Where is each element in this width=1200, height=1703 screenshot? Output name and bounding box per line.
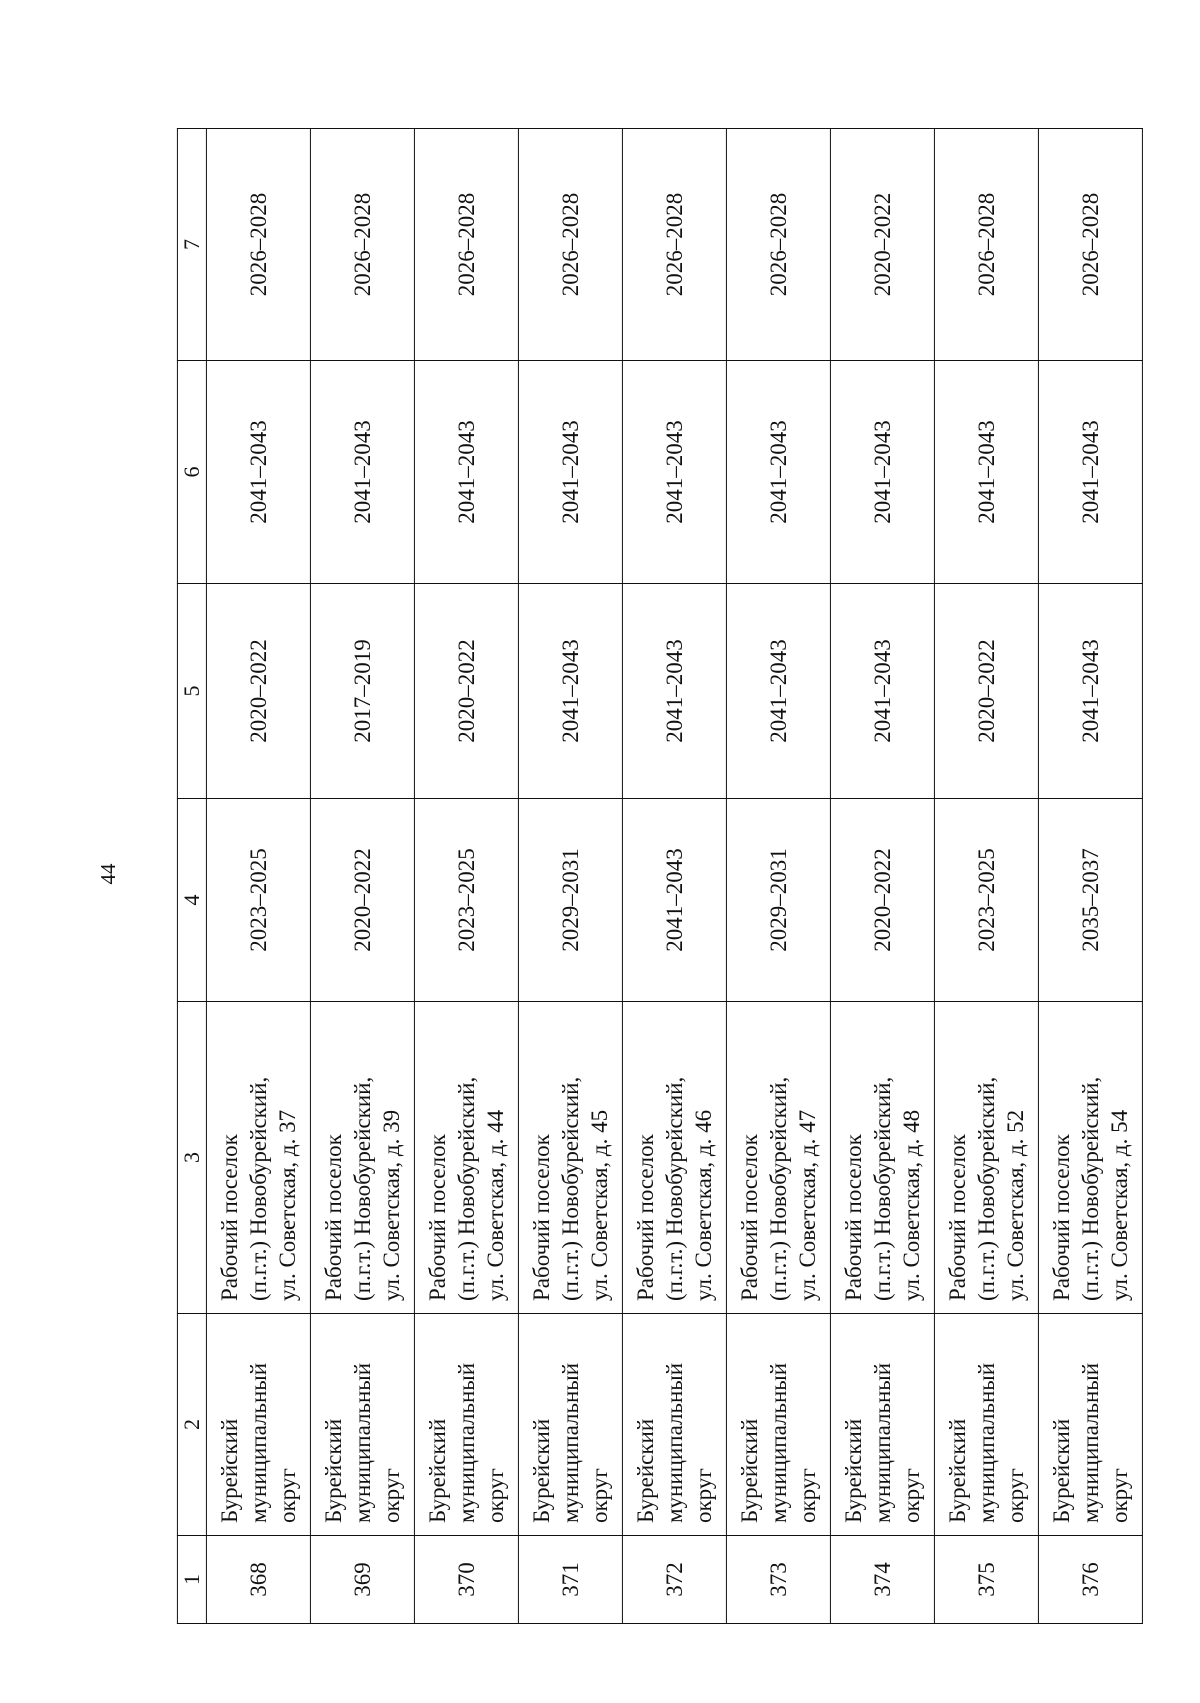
table-row: [415, 128, 519, 1623]
address-cell: [519, 1001, 623, 1313]
period-cell-col5: 2041–2043: [1039, 583, 1143, 798]
district-cell-line: Бурейский: [632, 1418, 658, 1523]
district-cell-line: муниципальный: [245, 1362, 271, 1523]
address-cell-line: (п.г.т.) Новобурейский,: [557, 1076, 583, 1301]
column-header-4: 4: [177, 798, 206, 1001]
district-cell-line: муниципальный: [349, 1362, 375, 1523]
row-number-cell: 375: [935, 1535, 1039, 1623]
page-number: 44: [96, 863, 120, 885]
period-cell-col7: 2026–2028: [727, 128, 831, 360]
column-header-7: 7: [177, 128, 206, 360]
address-cell-line: ул. Советская, д. 48: [899, 1109, 925, 1301]
district-cell-line: округ: [795, 1467, 821, 1523]
row-number-cell: 370: [415, 1535, 519, 1623]
column-header-6: 6: [177, 360, 206, 583]
address-cell-line: Рабочий поселок: [424, 1133, 450, 1301]
address-cell-line: ул. Советская, д. 39: [379, 1109, 405, 1301]
address-cell: [311, 1001, 415, 1313]
district-cell-line: муниципальный: [973, 1362, 999, 1523]
row-number-cell: 368: [207, 1535, 311, 1623]
district-cell: [935, 1313, 1039, 1535]
period-cell-col6: 2041–2043: [935, 360, 1039, 583]
district-cell-line: Бурейский: [320, 1418, 346, 1523]
district-cell-line: округ: [483, 1467, 509, 1523]
address-cell-line: ул. Советская, д. 54: [1107, 1109, 1133, 1301]
address-cell: [623, 1001, 727, 1313]
period-cell-col4: 2020–2022: [831, 798, 935, 1001]
address-cell-line: Рабочий поселок: [632, 1133, 658, 1301]
district-cell-line: Бурейский: [424, 1418, 450, 1523]
district-cell: [207, 1313, 311, 1535]
period-cell-col4: 2041–2043: [623, 798, 727, 1001]
address-cell-line: (п.г.т.) Новобурейский,: [765, 1076, 791, 1301]
address-cell-line: Рабочий поселок: [216, 1133, 242, 1301]
district-cell-line: Бурейский: [736, 1418, 762, 1523]
period-cell-col5: 2041–2043: [519, 583, 623, 798]
period-cell-col5: 2017–2019: [311, 583, 415, 798]
period-cell-col6: 2041–2043: [415, 360, 519, 583]
address-cell-line: Рабочий поселок: [944, 1133, 970, 1301]
address-cell: [207, 1001, 311, 1313]
district-cell-line: муниципальный: [661, 1362, 687, 1523]
address-cell-line: (п.г.т.) Новобурейский,: [349, 1076, 375, 1301]
column-header-2: 2: [177, 1313, 206, 1535]
period-cell-col5: 2041–2043: [623, 583, 727, 798]
district-cell-line: округ: [1107, 1467, 1133, 1523]
district-cell-line: муниципальный: [869, 1362, 895, 1523]
address-cell: [935, 1001, 1039, 1313]
address-cell: [727, 1001, 831, 1313]
data-table: [177, 128, 1143, 1624]
district-cell: [519, 1313, 623, 1535]
period-cell-col5: 2041–2043: [727, 583, 831, 798]
district-cell-line: округ: [275, 1467, 301, 1523]
address-cell-line: (п.г.т.) Новобурейский,: [869, 1076, 895, 1301]
address-cell-line: Рабочий поселок: [736, 1133, 762, 1301]
district-cell-line: Бурейский: [1048, 1418, 1074, 1523]
column-header-5: 5: [177, 583, 206, 798]
district-cell-line: округ: [899, 1467, 925, 1523]
address-cell: [415, 1001, 519, 1313]
row-number-cell: 374: [831, 1535, 935, 1623]
table-row: [519, 128, 623, 1623]
address-cell: [1039, 1001, 1143, 1313]
period-cell-col5: 2020–2022: [935, 583, 1039, 798]
address-cell-line: Рабочий поселок: [320, 1133, 346, 1301]
district-cell: [415, 1313, 519, 1535]
table-row: [935, 128, 1039, 1623]
period-cell-col7: 2026–2028: [935, 128, 1039, 360]
row-number-cell: 373: [727, 1535, 831, 1623]
period-cell-col7: 2026–2028: [415, 128, 519, 360]
table-row: [311, 128, 415, 1623]
district-cell-line: муниципальный: [453, 1362, 479, 1523]
period-cell-col4: 2023–2025: [207, 798, 311, 1001]
address-cell-line: ул. Советская, д. 52: [1003, 1109, 1029, 1301]
table-row: [207, 128, 311, 1623]
address-cell-line: (п.г.т.) Новобурейский,: [661, 1076, 687, 1301]
row-number-cell: 371: [519, 1535, 623, 1623]
period-cell-col7: 2026–2028: [519, 128, 623, 360]
column-header-1: 1: [177, 1535, 206, 1623]
period-cell-col7: 2026–2028: [1039, 128, 1143, 360]
period-cell-col6: 2041–2043: [311, 360, 415, 583]
table-row: [727, 128, 831, 1623]
district-cell-line: Бурейский: [944, 1418, 970, 1523]
district-cell: [311, 1313, 415, 1535]
period-cell-col4: 2020–2022: [311, 798, 415, 1001]
address-cell-line: Рабочий поселок: [528, 1133, 554, 1301]
period-cell-col5: 2020–2022: [207, 583, 311, 798]
district-cell: [1039, 1313, 1143, 1535]
address-cell-line: ул. Советская, д. 45: [587, 1109, 613, 1301]
address-cell-line: Рабочий поселок: [1048, 1133, 1074, 1301]
period-cell-col6: 2041–2043: [1039, 360, 1143, 583]
row-number-cell: 372: [623, 1535, 727, 1623]
district-cell-line: округ: [1003, 1467, 1029, 1523]
district-cell: [727, 1313, 831, 1535]
district-cell-line: округ: [587, 1467, 613, 1523]
period-cell-col5: 2041–2043: [831, 583, 935, 798]
table-container: [180, 128, 1140, 1623]
district-cell-line: Бурейский: [216, 1418, 242, 1523]
address-cell-line: ул. Советская, д. 47: [795, 1109, 821, 1301]
district-cell-line: муниципальный: [557, 1362, 583, 1523]
district-cell-line: муниципальный: [765, 1362, 791, 1523]
period-cell-col7: 2020–2022: [831, 128, 935, 360]
table-row: [831, 128, 935, 1623]
address-cell-line: ул. Советская, д. 37: [275, 1109, 301, 1301]
period-cell-col6: 2041–2043: [831, 360, 935, 583]
period-cell-col6: 2041–2043: [727, 360, 831, 583]
district-cell-line: муниципальный: [1077, 1362, 1103, 1523]
period-cell-col7: 2026–2028: [623, 128, 727, 360]
header-row: [177, 128, 206, 1623]
column-header-3: 3: [177, 1001, 206, 1313]
address-cell-line: ул. Советская, д. 44: [483, 1109, 509, 1301]
row-number-cell: 369: [311, 1535, 415, 1623]
period-cell-col4: 2029–2031: [727, 798, 831, 1001]
district-cell-line: округ: [691, 1467, 717, 1523]
period-cell-col7: 2026–2028: [311, 128, 415, 360]
district-cell-line: округ: [379, 1467, 405, 1523]
table-row: [1039, 128, 1143, 1623]
district-cell-line: Бурейский: [840, 1418, 866, 1523]
period-cell-col4: 2023–2025: [935, 798, 1039, 1001]
address-cell-line: (п.г.т.) Новобурейский,: [973, 1076, 999, 1301]
period-cell-col6: 2041–2043: [207, 360, 311, 583]
table-row: [623, 128, 727, 1623]
period-cell-col6: 2041–2043: [623, 360, 727, 583]
address-cell: [831, 1001, 935, 1313]
row-number-cell: 376: [1039, 1535, 1143, 1623]
address-cell-line: ул. Советская, д. 46: [691, 1109, 717, 1301]
period-cell-col6: 2041–2043: [519, 360, 623, 583]
address-cell-line: (п.г.т.) Новобурейский,: [1077, 1076, 1103, 1301]
period-cell-col4: 2035–2037: [1039, 798, 1143, 1001]
period-cell-col5: 2020–2022: [415, 583, 519, 798]
period-cell-col4: 2029–2031: [519, 798, 623, 1001]
district-cell: [831, 1313, 935, 1535]
period-cell-col7: 2026–2028: [207, 128, 311, 360]
address-cell-line: (п.г.т.) Новобурейский,: [453, 1076, 479, 1301]
address-cell-line: (п.г.т.) Новобурейский,: [245, 1076, 271, 1301]
district-cell: [623, 1313, 727, 1535]
district-cell-line: Бурейский: [528, 1418, 554, 1523]
address-cell-line: Рабочий поселок: [840, 1133, 866, 1301]
period-cell-col4: 2023–2025: [415, 798, 519, 1001]
